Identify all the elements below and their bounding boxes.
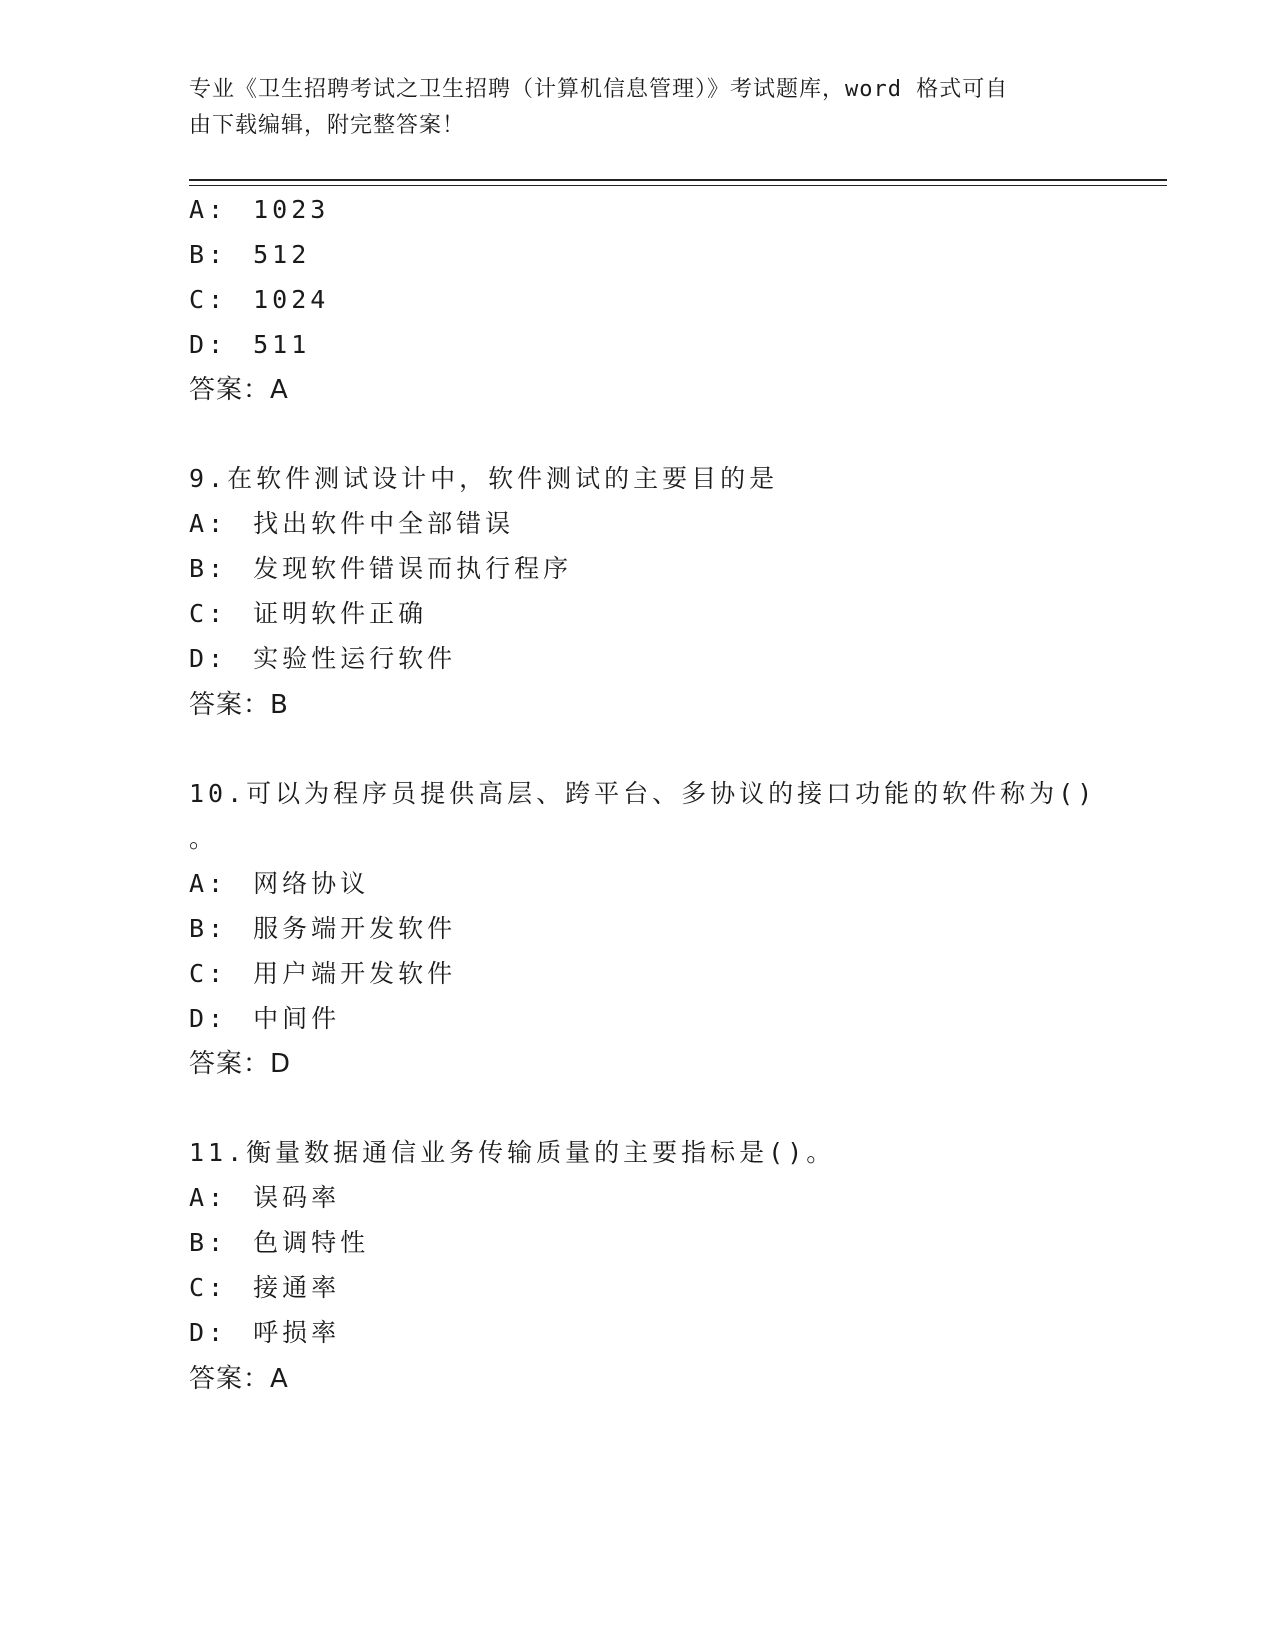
- option-text: 实验性运行软件: [253, 644, 457, 673]
- option-key: B:: [189, 554, 228, 583]
- q8-option-a: [189, 193, 329, 227]
- header-line-1: 专业《卫生招聘考试之卫生招聘（计算机信息管理）》考试题库，word 格式可自: [189, 77, 1009, 102]
- q9-stem: 9.在软件测试设计中，软件测试的主要目的是: [189, 464, 779, 493]
- option-text: 1023: [253, 195, 330, 224]
- q9-option-c: [189, 597, 427, 631]
- q10-option-a: [189, 867, 369, 901]
- option-key: A:: [189, 509, 228, 538]
- q10-answer: 答案：D: [189, 1049, 292, 1079]
- option-text: 呼损率: [253, 1318, 341, 1347]
- q8-option-c: [189, 283, 329, 317]
- option-text: 发现软件错误而执行程序: [253, 554, 573, 583]
- option-key: D:: [189, 1318, 228, 1347]
- header-line-2: 由下载编辑，附完整答案！: [189, 113, 466, 138]
- q10-stem-continuation: 。: [189, 824, 219, 853]
- q9-answer: 答案：B: [189, 690, 289, 720]
- q10-option-b: [189, 912, 456, 946]
- q11-option-d: [189, 1316, 340, 1350]
- option-text: 511: [253, 330, 311, 359]
- q11-option-c: [189, 1271, 340, 1305]
- option-text: 证明软件正确: [253, 599, 428, 628]
- option-key: C:: [189, 1273, 228, 1302]
- option-text: 1024: [253, 285, 330, 314]
- document-header: [189, 72, 1089, 144]
- option-text: 找出软件中全部错误: [253, 509, 515, 538]
- option-key: D:: [189, 1004, 228, 1033]
- option-text: 色调特性: [253, 1228, 370, 1257]
- q11-stem: 11.衡量数据通信业务传输质量的主要指标是()。: [189, 1138, 836, 1167]
- option-text: 接通率: [253, 1273, 341, 1302]
- q9-option-d: [189, 642, 456, 676]
- option-key: D:: [189, 330, 228, 359]
- option-text: 服务端开发软件: [253, 914, 457, 943]
- q9-option-a: [189, 507, 514, 541]
- option-key: A:: [189, 195, 228, 224]
- q10-stem: 10.可以为程序员提供高层、跨平台、多协议的接口功能的软件称为(): [189, 779, 1097, 808]
- option-key: A:: [189, 1183, 228, 1212]
- q8-option-d: [189, 328, 310, 362]
- q11-answer: 答案：A: [189, 1364, 289, 1394]
- option-text: 网络协议: [253, 869, 370, 898]
- option-key: C:: [189, 959, 228, 988]
- option-key: D:: [189, 644, 228, 673]
- q10-option-c: [189, 957, 456, 991]
- option-text: 用户端开发软件: [253, 959, 457, 988]
- q10-option-d: [189, 1002, 340, 1036]
- option-key: C:: [189, 285, 228, 314]
- header-divider: [189, 179, 1167, 181]
- option-text: 中间件: [253, 1004, 341, 1033]
- q9-option-b: [189, 552, 572, 586]
- option-text: 512: [253, 240, 311, 269]
- option-key: C:: [189, 599, 228, 628]
- option-key: A:: [189, 869, 228, 898]
- option-key: B:: [189, 240, 228, 269]
- q8-option-b: [189, 238, 310, 272]
- option-key: B:: [189, 914, 228, 943]
- q11-option-a: [189, 1181, 340, 1215]
- header-divider-thin: [189, 185, 1167, 186]
- option-key: B:: [189, 1228, 228, 1257]
- q8-answer: 答案：A: [189, 375, 289, 405]
- option-text: 误码率: [253, 1183, 341, 1212]
- q11-option-b: [189, 1226, 369, 1260]
